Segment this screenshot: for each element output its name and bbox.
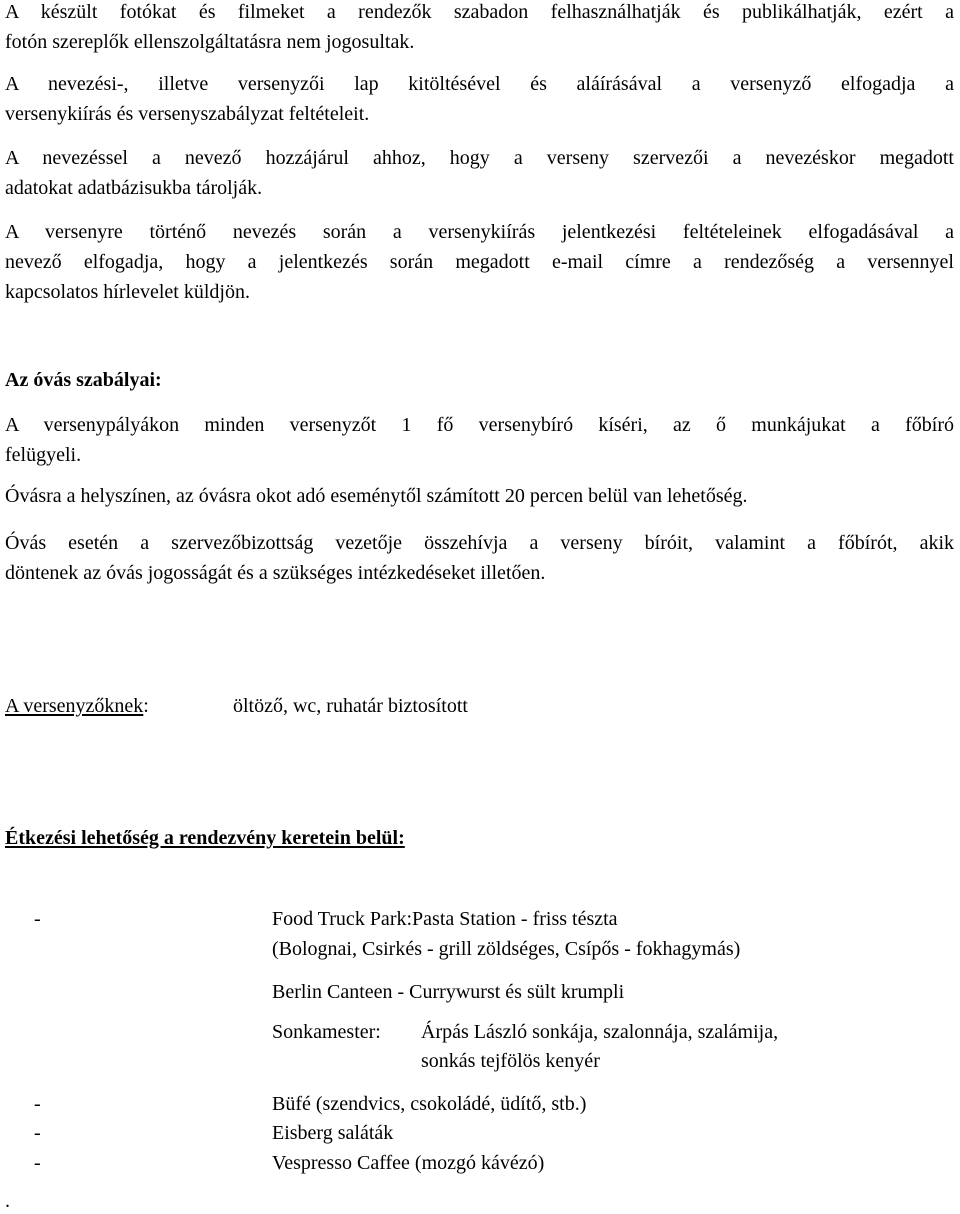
bufe-item: Büfé (szendvics, csokoládé, üdítő, stb.) <box>272 1093 587 1115</box>
list-dash: - <box>34 908 41 930</box>
ovas-paragraph-2: Óvásra a helyszínen, az óvásra okot adó eseménytől számított 20 percen belül van lehetőség. <box>5 485 748 507</box>
ovas-paragraph-3-line-1: Óvás esetén a szervezőbizottság vezetője összehívja a verseny bíróit, valamint a főbírót, akik <box>5 532 954 554</box>
sonkamester-label: Sonkamester: <box>272 1021 381 1043</box>
berlin-canteen: Berlin Canteen - Currywurst és sült krumpli <box>272 981 625 1003</box>
versenyzok-value: öltöző, wc, ruhatár biztosított <box>233 695 468 717</box>
list-dash: - <box>34 1152 41 1174</box>
ovas-heading: Az óvás szabályai: <box>5 369 162 391</box>
ovas-paragraph-1-line-2: felügyeli. <box>5 444 82 466</box>
paragraph-data-consent-line-2: adatokat adatbázisukba tárolják. <box>5 177 263 199</box>
paragraph-newsletter-line-3: kapcsolatos hírlevelet küldjön. <box>5 281 250 303</box>
list-dash: - <box>34 1122 41 1144</box>
paragraph-photos-line-2: fotón szereplők ellenszolgáltatásra nem jogosultak. <box>5 31 415 53</box>
versenyzok-label: A versenyzőknek <box>5 695 144 717</box>
vespresso-item: Vespresso Caffee (mozgó kávézó) <box>272 1152 545 1174</box>
food-truck-line-2: (Bolognai, Csirkés - grill zöldséges, Csípős - fokhagymás) <box>272 938 741 960</box>
ovas-paragraph-3-line-2: döntenek az óvás jogosságát és a szükséges intézkedéseket illetően. <box>5 562 546 584</box>
sonkamester-line-2: sonkás tejfölös kenyér <box>421 1050 600 1072</box>
paragraph-newsletter-line-1: A versenyre történő nevezés során a versenykiírás jelentkezési feltételeinek elfogadásával a <box>5 221 954 243</box>
paragraph-newsletter-line-2: nevező elfogadja, hogy a jelentkezés során megadott e-mail címre a rendezőség a versennyel <box>5 251 954 273</box>
paragraph-photos-line-1: A készült fotókat és filmeket a rendezők szabadon felhasználhatják és publikálhatják, ezért a <box>5 1 954 23</box>
sonkamester-line-1: Árpás László sonkája, szalonnája, szalámija, <box>421 1021 779 1043</box>
ovas-paragraph-1-line-1: A versenypályákon minden versenyzőt 1 fő versenybíró kíséri, az ő munkájukat a főbíró <box>5 414 954 436</box>
eisberg-item: Eisberg saláták <box>272 1122 394 1144</box>
versenyzok-label-row <box>5 694 149 718</box>
paragraph-data-consent-line-1: A nevezéssel a nevező hozzájárul ahhoz, hogy a verseny szervezői a nevezéskor megadott <box>5 147 954 169</box>
list-dash: - <box>34 1093 41 1115</box>
versenyzok-colon: : <box>143 695 149 717</box>
paragraph-entry-form-line-1: A nevezési-, illetve versenyzői lap kitöltésével és aláírásával a versenyző elfogadja a <box>5 73 954 95</box>
etkezes-heading: Étkezési lehetőség a rendezvény keretein belül: <box>5 827 405 849</box>
trailing-dot: . <box>5 1190 10 1212</box>
paragraph-entry-form-line-2: versenykiírás és versenyszabályzat feltételeit. <box>5 103 370 125</box>
food-truck-line-1: Food Truck Park:Pasta Station - friss tészta <box>272 908 618 930</box>
